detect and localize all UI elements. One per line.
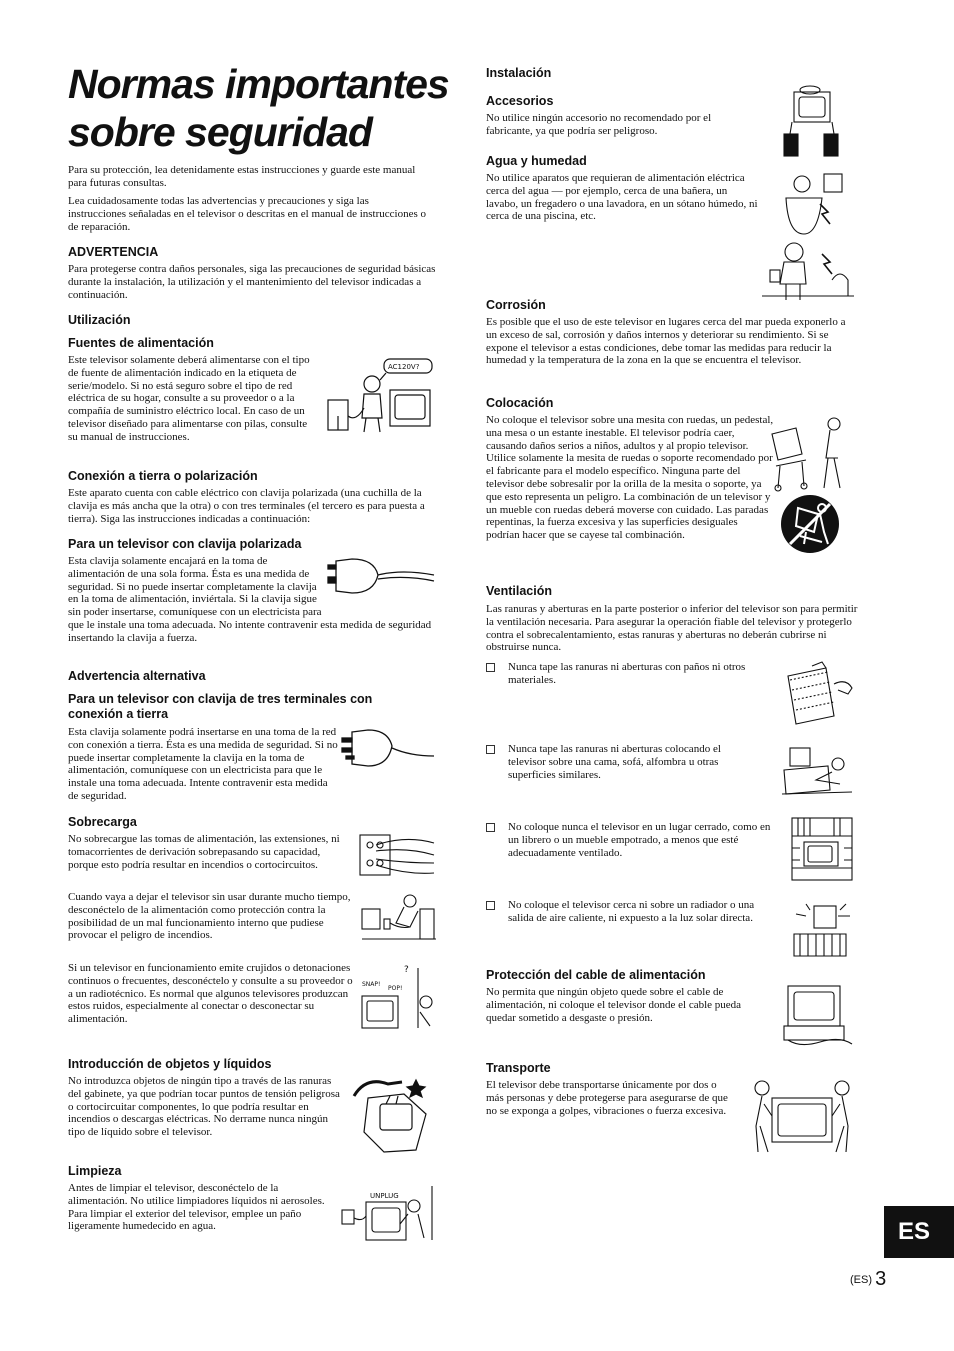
heading-sobrecarga: Sobrecarga <box>68 815 137 829</box>
heading-advertencia: ADVERTENCIA <box>68 245 159 259</box>
text-corrosion: Es posible que el uso de este televisor en lugares cerca del mar pueda exponerlo a un exceso de sal, corrosión y daños internos y deteriorar su rendimiento. Si se expone el televisor a estas condiciones, debe tomar las medidas para reducir la humedad y la temperatura de la zona en la que se encuentra el televisor. <box>486 316 846 367</box>
intro-paragraph-1: Para su protección, lea detenidamente estas instrucciones y guarde este manual para futuras consultas. <box>68 164 416 189</box>
title-line-2: sobre seguridad <box>68 109 372 155</box>
heading-fuentes: Fuentes de alimentación <box>68 336 214 350</box>
language-tab: ES <box>884 1206 954 1258</box>
snap-text: SNAP! <box>362 981 381 988</box>
overload-outlet-illustration <box>356 833 436 877</box>
checkbox-square <box>486 663 495 672</box>
covered-slots-illustration <box>782 660 856 728</box>
heading-cable: Protección del cable de alimentación <box>486 968 706 982</box>
unstable-cart-illustration <box>766 414 856 492</box>
unplug-text: UNPLUG <box>370 1192 399 1200</box>
title-line-1: Normas importantes <box>68 61 449 107</box>
page-title <box>68 60 468 156</box>
text-ventilacion: Las ranuras y aberturas en la parte posterior o inferior del televisor son para permitir la ventilación necesaria. Para asegurar la operación fiable del televisor y protegerlo contra el sobrecalentamiento, estas ranuras y aberturas no deberán cubrirse ni obstruirse nunca. <box>486 603 858 654</box>
heading-tres-terminales: Para un televisor con clavija de tres terminales con conexión a tierra <box>68 692 373 721</box>
intro-paragraph-2: Lea cuidadosamente todas las advertencias y precauciones y siga las instrucciones señaladas en el televisor o descritas en el manual de instrucciones o de reparación. <box>68 195 426 233</box>
svg-text:?: ? <box>404 965 409 975</box>
objects-liquids-illustration <box>346 1074 438 1156</box>
cleaning-illustration <box>340 1180 436 1242</box>
text-sobrecarga-1: No sobrecargue las tomas de alimentación, las extensiones, ni tomacorrientes de derivación sobrepasando su capacidad, porque esto podría resultar en incendios o cortocircuitos. <box>68 833 340 871</box>
heading-accesorios: Accesorios <box>486 94 554 108</box>
unplug-away-illustration <box>360 893 438 943</box>
heading-polarizada: Para un televisor con clavija polarizada <box>68 537 302 551</box>
text-fuentes: Este televisor solamente deberá alimentarse con el tipo de fuente de alimentación indicado en la etiqueta de serie/modelo. Si no está seguro sobre el tipo de red eléctrica de su hogar, consulte a su proveedor o a la compañía de suministro eléctrico local. En caso de un televisor diseñado para alimentarse con pilas, consulte su manual de instrucciones. <box>68 354 310 443</box>
text-advertencia: Para protegerse contra daños personales, siga las precauciones de seguridad básicas durante la instalación, la utilización y el mantenimiento del televisor indicadas a continuación. <box>68 263 436 301</box>
text-sobrecarga-3: Si un televisor en funcionamiento emite crujidos o detonaciones continuos o frecuentes, desconéctelo y consulte a su proveedor o a un radiotécnico. Es normal que algunos televisores produzcan estos ruidos, especialmente al conectar o desconectar su alimentación. <box>68 962 353 1026</box>
text-accesorios: No utilice ningún accesorio no recomendado por el fabricante, ya que podría ser peligroso. <box>486 112 712 137</box>
pop-text: POP! <box>388 985 403 992</box>
heading-transporte: Transporte <box>486 1061 551 1075</box>
heading-utilizacion: Utilización <box>68 313 131 327</box>
polarized-plug-illustration <box>322 555 440 611</box>
checkbox-square <box>486 901 495 910</box>
heading-ventilacion: Ventilación <box>486 584 552 598</box>
power-source-illustration <box>322 356 437 436</box>
text-objetos: No introduzca objetos de ningún tipo a través de las ranuras del gabinete, ya que podrían tocar puntos de tensión peligrosa o cortocircuitar componentes, lo que podría resultar en incendios o descargas eléctricas. No derrame nunca ningún tipo de líquido sobre el televisor. <box>68 1075 340 1139</box>
heading-agua: Agua y humedad <box>486 154 587 168</box>
bed-sofa-illustration <box>780 740 854 798</box>
text-limpieza: Antes de limpiar el televisor, desconéctelo de la alimentación. No utilice limpiadores líquidos ni aerosoles. Para limpiar el exterior del televisor, emplee un paño ligeramente humedecido en agua. <box>68 1182 325 1233</box>
radiator-sun-illustration <box>788 894 854 958</box>
text-agua: No utilice aparatos que requieran de alimentación eléctrica cerca del agua — por ejemplo, cerca de una bañera, un lavabo, un fregadero o una lavadora, en un sótano húmedo, ni cerca de una piscina, etc. <box>486 172 758 223</box>
cart-warning-symbol <box>778 492 842 556</box>
bubble-text: AC120V? <box>388 363 420 371</box>
water-pool-illustration <box>760 240 856 302</box>
text-tres-block: Esta clavija solamente podrá insertarse en una toma de la red con conexión a tierra. Ésta es una medida de seguridad. Si no puede insertar completamente la clavija en la toma de alimentación, comuníquese con un electricista para que le instale una toma adecuada. Intente contravenir esta medida de seguridad. <box>68 726 440 803</box>
water-bathtub-illustration <box>782 168 844 238</box>
heading-alternativa: Advertencia alternativa <box>68 669 206 683</box>
text-colocacion: No coloque el televisor sobre una mesita con ruedas, un pedestal, una mesa o un estante inestable. El televisor podría caer, causando daños serios a niños, adultos y al propio televisor. Utilice solamente la mesita de ruedas o soporte recomendado por el fabricante para el modelo específico. Ninguna parte del televisor debe sobresalir por la orilla de la mesita o soporte, ya que esto representa un peligro. La combinación de un televisor y un mueble con ruedas deberá moverse con cuidado. Las paradas repentinas, la fuerza excesiva y las superficies desiguales podrían hacer que se cayese tal combinación. <box>486 414 774 542</box>
grounded-plug-illustration <box>340 726 440 778</box>
heading-limpieza: Limpieza <box>68 1164 122 1178</box>
text-cable: No permita que ningún objeto quede sobre el cable de alimentación, ni coloque el televisor donde el cable pueda quedar sometido a desgaste o presión. <box>486 986 742 1024</box>
heading-instalacion: Instalación <box>486 66 552 80</box>
text-conexion: Este aparato cuenta con cable eléctrico con clavija polarizada (una cuchilla de la clavija es más ancha que la otra) o con tres terminales (el tercero es para puesta a tierra). Siga las instrucciones indicadas a continuación: <box>68 487 425 525</box>
heading-colocacion: Colocación <box>486 396 554 410</box>
power-cord-illustration <box>780 982 854 1048</box>
text-sobrecarga-2: Cuando vaya a dejar el televisor sin usar durante mucho tiempo, desconéctelo de la alimentación como protección contra la posibilidad de un mal funcionamiento interno que pudiese provocar el peligro de incendios. <box>68 891 351 942</box>
text-polarizada-block: Esta clavija solamente encajará en la toma de alimentación de una sola forma. Ésta es una medida de seguridad. Si no puede insertar completamente la clavija en la toma de alimentación, inviértala. Si la clavija sigue sin poder insertarse, comuníquese con un electricista para que le instale una toma adecuada. No intente contravenir esta medida de seguridad insertando la clavija a fuerza. <box>68 555 440 645</box>
transport-illustration <box>750 1076 856 1156</box>
text-transporte: El televisor debe transportarse únicamente por dos o más personas y debe protegerse para asegurarse de que no se exponga a golpes, vibraciones o fuerza excesiva. <box>486 1079 728 1117</box>
snap-pop-illustration <box>360 962 436 1032</box>
accessories-illustration <box>780 84 844 160</box>
heading-objetos: Introducción de objetos y líquidos <box>68 1057 272 1071</box>
page-number: (ES) 3 <box>850 1268 887 1290</box>
heading-corrosion: Corrosión <box>486 298 546 312</box>
checkbox-square <box>486 745 495 754</box>
bookcase-illustration <box>790 816 854 882</box>
checkbox-square <box>486 823 495 832</box>
heading-conexion: Conexión a tierra o polarización <box>68 469 258 483</box>
